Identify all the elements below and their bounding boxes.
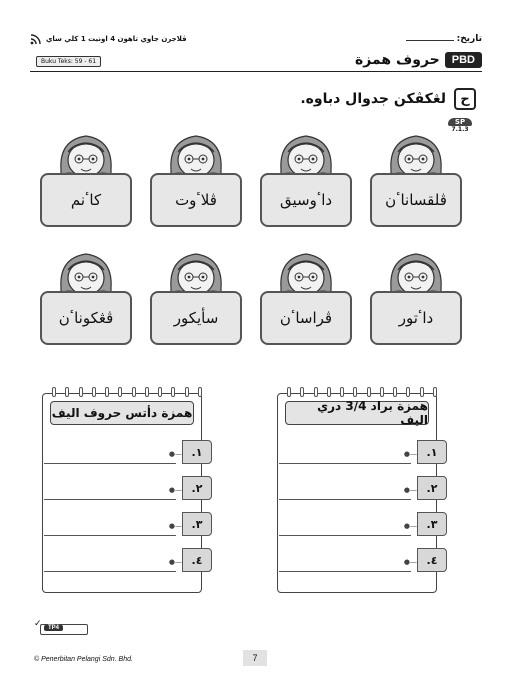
sp-code: 7.1.3 <box>451 126 469 133</box>
date-label: تاريخ: <box>456 34 482 44</box>
course-info <box>30 33 187 45</box>
tp-label: TP4 <box>44 625 63 631</box>
word-card <box>370 248 462 346</box>
pbd-badge: PBD <box>445 52 482 68</box>
arrow-icon: ●— <box>403 522 417 530</box>
row-number: ٤. <box>182 548 212 572</box>
arrow-icon: ●— <box>403 558 417 566</box>
activity-icon: ح <box>454 88 476 110</box>
word-card <box>260 248 352 346</box>
sp-label: SP <box>448 118 472 126</box>
word-label: ڤلاٴوت <box>150 173 242 227</box>
answer-row <box>44 550 212 572</box>
word-label: سأيكور <box>150 291 242 345</box>
textbook-reference: Buku Teks: 59 - 61 <box>36 56 101 67</box>
arrow-icon: ●— <box>403 450 417 458</box>
row-number: ١. <box>417 440 447 464</box>
answer-line[interactable] <box>44 535 176 536</box>
publisher-credit: © Penerbitan Pelangi Sdn. Bhd. <box>34 656 133 663</box>
word-label: ڤڠكوناٴن <box>40 291 132 345</box>
answer-row <box>279 442 447 464</box>
word-label: داٴتور <box>370 291 462 345</box>
notebook-left <box>42 387 212 593</box>
notebook-title: همزة دأتس حروف اليف <box>50 401 194 425</box>
word-card <box>40 248 132 346</box>
notebook-right <box>277 387 447 593</box>
section-heading <box>355 52 482 68</box>
row-number: ٣. <box>182 512 212 536</box>
word-label: ڤراساٴن <box>260 291 352 345</box>
notebook-title: همزة براد 3/4 دري اليف <box>285 401 429 425</box>
word-card <box>260 130 352 228</box>
row-number: ٣. <box>417 512 447 536</box>
topic-title: حروف همزة <box>355 52 440 68</box>
answer-line[interactable] <box>279 535 411 536</box>
page-number: 7 <box>243 650 267 666</box>
answer-line[interactable] <box>44 463 176 464</box>
date-blank[interactable] <box>406 40 454 41</box>
arrow-icon: ●— <box>168 450 182 458</box>
word-label: ڤلقساناٴن <box>370 173 462 227</box>
answer-row <box>44 514 212 536</box>
tp-level <box>34 619 90 636</box>
course-text: ڤلاجرن جاوي تاهون 4 اونيت 1 كلي ساي <box>46 35 187 43</box>
word-card <box>150 130 242 228</box>
date-field <box>406 34 482 44</box>
answer-line[interactable] <box>44 571 176 572</box>
arrow-icon: ●— <box>403 486 417 494</box>
instruction <box>300 88 476 110</box>
section-bar <box>30 52 482 72</box>
answer-line[interactable] <box>279 463 411 464</box>
word-card <box>40 130 132 228</box>
spiral-rings <box>287 387 437 397</box>
row-number: ١. <box>182 440 212 464</box>
row-number: ٢. <box>182 476 212 500</box>
row-number: ٤. <box>417 548 447 572</box>
word-card <box>150 248 242 346</box>
answer-row <box>44 442 212 464</box>
arrow-icon: ●— <box>168 558 182 566</box>
word-card <box>370 130 462 228</box>
answer-line[interactable] <box>44 499 176 500</box>
page-header <box>30 30 482 48</box>
check-icon: ✓ <box>34 619 42 629</box>
answer-line[interactable] <box>279 571 411 572</box>
word-label: داٴوسيق <box>260 173 352 227</box>
row-number: ٢. <box>417 476 447 500</box>
answer-row <box>279 550 447 572</box>
word-label: كاٴنم <box>40 173 132 227</box>
spiral-rings <box>52 387 202 397</box>
answer-row <box>279 514 447 536</box>
instruction-text: لڠكڤكن جدوال دباوه. <box>300 91 446 107</box>
answer-row <box>279 478 447 500</box>
answer-row <box>44 478 212 500</box>
answer-line[interactable] <box>279 499 411 500</box>
signal-icon <box>30 33 42 45</box>
arrow-icon: ●— <box>168 522 182 530</box>
arrow-icon: ●— <box>168 486 182 494</box>
